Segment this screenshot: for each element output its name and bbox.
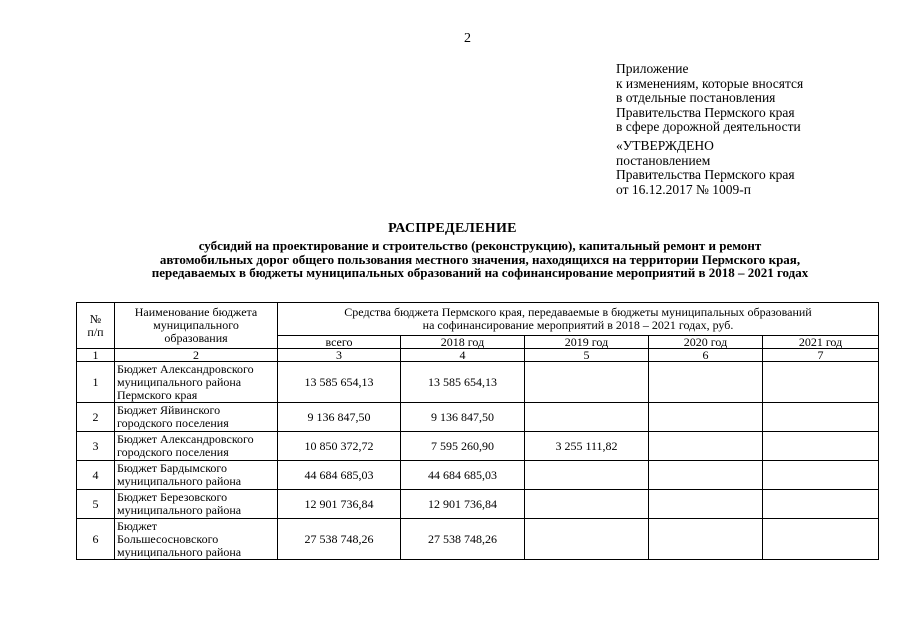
row-2021 xyxy=(763,362,879,403)
header-2021: 2021 год xyxy=(763,336,879,349)
header-2019: 2019 год xyxy=(525,336,649,349)
header-2018: 2018 год xyxy=(401,336,525,349)
row-2021 xyxy=(763,403,879,432)
row-number: 5 xyxy=(77,490,115,519)
appendix-line: Правительства Пермского края xyxy=(616,104,795,120)
page-number: 2 xyxy=(464,31,471,46)
row-name: Бюджет Александровского городского поселения xyxy=(115,432,278,461)
distribution-table xyxy=(76,302,879,560)
row-total: 27 538 748,26 xyxy=(278,519,401,560)
approval-line: «УТВЕРЖДЕНО xyxy=(616,138,714,153)
subtitle-line: субсидий на проектирование и строительство (реконструкцию), капитальный ремонт и ремонт xyxy=(198,238,762,253)
row-2019: 3 255 111,82 xyxy=(525,432,649,461)
column-index: 6 xyxy=(649,349,763,362)
row-2019 xyxy=(525,519,649,560)
approval-line: Правительства Пермского края xyxy=(616,167,795,183)
approval-block xyxy=(616,139,795,197)
row-2021 xyxy=(763,461,879,490)
row-2018: 7 595 260,90 xyxy=(401,432,525,461)
row-2018: 12 901 736,84 xyxy=(401,490,525,519)
row-name: Бюджет Большесосновского муниципального района xyxy=(115,519,278,560)
column-index: 2 xyxy=(115,349,278,362)
column-index-row xyxy=(77,349,879,362)
row-2019 xyxy=(525,362,649,403)
row-number: 6 xyxy=(77,519,115,560)
row-2020 xyxy=(649,362,763,403)
approval-line: постановлением xyxy=(616,152,711,168)
row-2018: 13 585 654,13 xyxy=(401,362,525,403)
column-index: 3 xyxy=(278,349,401,362)
row-2021 xyxy=(763,432,879,461)
row-2019 xyxy=(525,461,649,490)
approval-line: от 16.12.2017 № 1009-п xyxy=(616,181,751,197)
row-name: Бюджет Бардымского муниципального района xyxy=(115,461,278,490)
row-name: Бюджет Александровского муниципального района Пермского края xyxy=(115,362,278,403)
row-total: 44 684 685,03 xyxy=(278,461,401,490)
subtitle-line: автомобильных дорог общего пользования местного значения, находящихся на территории Пермского края, xyxy=(159,251,801,267)
row-2019 xyxy=(525,403,649,432)
row-total: 13 585 654,13 xyxy=(278,362,401,403)
appendix-line: Приложение xyxy=(616,61,689,76)
appendix-block xyxy=(616,62,803,135)
column-index: 7 xyxy=(763,349,879,362)
column-index: 4 xyxy=(401,349,525,362)
header-funds: Средства бюджета Пермского края, передаваемые в бюджеты муниципальных образований на софинансирование мероприятий в 2018 – 2021 годах, руб. xyxy=(278,303,879,336)
header-name: Наименование бюджета муниципального образования xyxy=(115,303,278,349)
table-row xyxy=(77,490,879,519)
row-2021 xyxy=(763,519,879,560)
document-subtitle xyxy=(80,239,880,280)
row-number: 3 xyxy=(77,432,115,461)
row-2018: 44 684 685,03 xyxy=(401,461,525,490)
row-total: 9 136 847,50 xyxy=(278,403,401,432)
appendix-line: в сфере дорожной деятельности xyxy=(616,119,801,135)
row-2020 xyxy=(649,432,763,461)
row-number: 2 xyxy=(77,403,115,432)
row-name: Бюджет Березовского муниципального района xyxy=(115,490,278,519)
table-row xyxy=(77,461,879,490)
row-name: Бюджет Яйвинского городского поселения xyxy=(115,403,278,432)
table-row xyxy=(77,403,879,432)
column-index: 5 xyxy=(525,349,649,362)
row-total: 12 901 736,84 xyxy=(278,490,401,519)
header-number: № п/п xyxy=(77,303,115,349)
column-index: 1 xyxy=(77,349,115,362)
row-2020 xyxy=(649,461,763,490)
document-title: РАСПРЕДЕЛЕНИЕ xyxy=(388,221,517,236)
row-2018: 9 136 847,50 xyxy=(401,403,525,432)
subtitle-line: передаваемых в бюджеты муниципальных образований на софинансирование мероприятий в 2018 – 2021 годах xyxy=(151,265,809,280)
table-row xyxy=(77,519,879,560)
table-row xyxy=(77,432,879,461)
table-header-row xyxy=(77,303,879,336)
header-2020: 2020 год xyxy=(649,336,763,349)
row-2020 xyxy=(649,403,763,432)
row-2020 xyxy=(649,490,763,519)
table-row xyxy=(77,362,879,403)
row-2021 xyxy=(763,490,879,519)
row-total: 10 850 372,72 xyxy=(278,432,401,461)
row-number: 1 xyxy=(77,362,115,403)
row-2020 xyxy=(649,519,763,560)
row-2018: 27 538 748,26 xyxy=(401,519,525,560)
appendix-line: в отдельные постановления xyxy=(616,90,776,106)
row-2019 xyxy=(525,490,649,519)
appendix-line: к изменениям, которые вносятся xyxy=(616,75,804,91)
header-total: всего xyxy=(278,336,401,349)
row-number: 4 xyxy=(77,461,115,490)
